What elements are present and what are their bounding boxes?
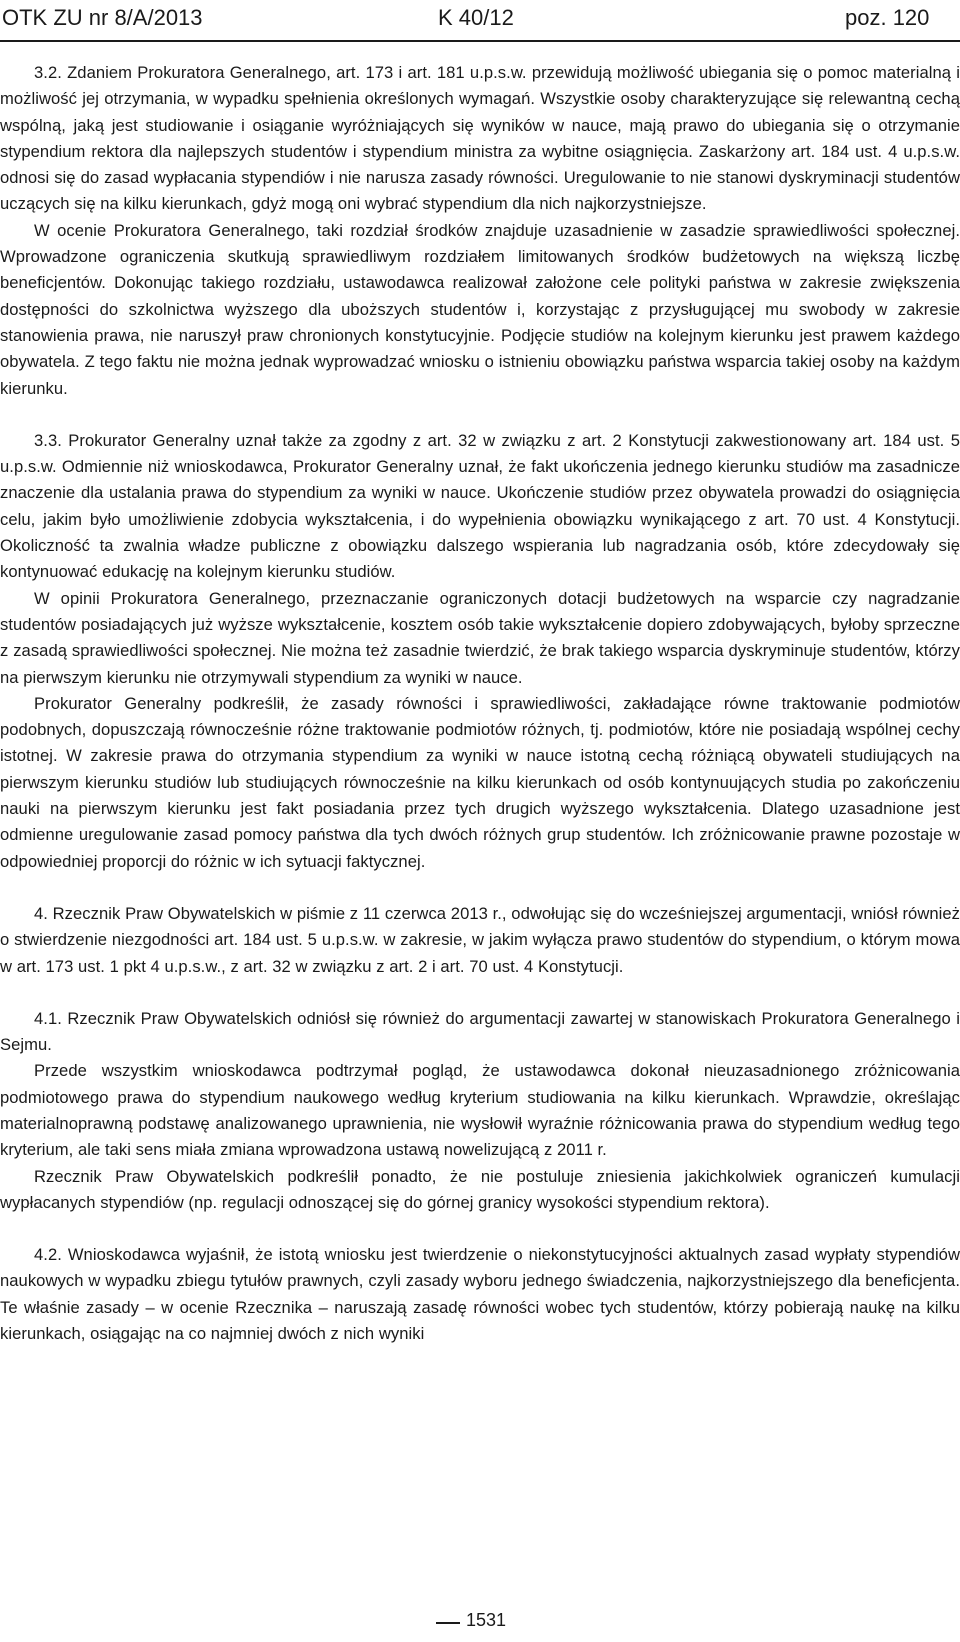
footer-dash <box>436 1622 460 1624</box>
position-number: poz. 120 <box>845 5 930 30</box>
header-rule <box>0 40 960 42</box>
document-body <box>0 60 960 1347</box>
paragraph: Rzecznik Praw Obywatelskich podkreślił ponadto, że nie postuluje zniesienia jakichkolwiek ograniczeń kumulacji wypłacanych stypendiów (np. regulacji odnoszącej się do górnej granicy wysokości stypendium rektora). <box>0 1166 960 1212</box>
paragraph-4: 4. Rzecznik Praw Obywatelskich w piśmie z 11 czerwca 2013 r., odwołując się do wcześniejszej argumentacji, wniósł również o stwierdzenie niezgodności art. 184 ust. 5 u.p.s.w. w zakresie, w jakim wyłącza prawo studentów do stypendium, o którym mowa w art. 173 ust. 1 pkt 4 u.p.s.w., z art. 32 w związku z art. 2 i art. 70 ust. 4 Konstytucji. <box>0 903 960 976</box>
page-header <box>0 0 960 44</box>
paragraph: Przede wszystkim wnioskodawca podtrzymał pogląd, że ustawodawca dokonał nieuzasadnionego zróżnicowania podmiotowego prawa do stypendium naukowego według kryterium studiowania na kilku kierunkach. Wprawdzie, określając materialnoprawną podstawę analizowanego uprawnienia, nie wysłowił wyraźnie różnicowania prawa do stypendium według tego kryterium, ale taki sens miała zmiana wprowadzona ustawą nowelizującą z 2011 r. <box>0 1061 960 1160</box>
paragraph-3-2: 3.2. Zdaniem Prokuratora Generalnego, art. 173 i art. 181 u.p.s.w. przewidują możliwość ubiegania się o pomoc materialną i możliwość jej otrzymania, w wypadku spełnienia określonych wymagań. Wszystkie osoby charakteryzujące się relewantną cechą wspólną, jaką jest studiowanie i osiąganie wyróżniających się wyników w nauce, mają prawo do ubiegania się o otrzymanie stypendium rektora dla najlepszych studentów i stypendium ministra za wybitne osiągnięcia. Zaskarżony art. 184 ust. 4 u.p.s.w. odnosi się do zasad wypłacania stypendiów i nie narusza zasady równości. Uregulowanie to nie stanowi dyskryminacji studentów uczących się na kilku kierunkach, gdyż mogą oni wybrać stypendium dla nich najkorzystniejsze. <box>0 63 960 214</box>
paragraph-3-3: 3.3. Prokurator Generalny uznał także za zgodny z art. 32 w związku z art. 2 Konstytucji zakwestionowany art. 184 ust. 5 u.p.s.w. Odmiennie niż wnioskodawca, Prokurator Generalny uznał, że fakt ukończenia jednego kierunku studiów ma zasadnicze znaczenie dla ustalania prawa do stypendium za wyniki w nauce. Ukończenie studiów przez obywatela prowadzi do osiągnięcia celu, jakim było umożliwienie zdobycia wykształcenia, i do wypełnienia obowiązku wynikającego z art. 70 ust. 4 Konstytucji. Okoliczność ta zwalnia władze publiczne z obowiązku dalszego wspierania lub nagradzania osób, które zdecydowały się kontynuować edukację na kolejnym kierunku studiów. <box>0 430 960 582</box>
journal-reference: OTK ZU nr 8/A/2013 <box>2 5 203 30</box>
page-number: 1531 <box>466 1610 507 1630</box>
case-signature: K 40/12 <box>438 5 514 30</box>
paragraph: W ocenie Prokuratora Generalnego, taki rozdział środków znajduje uzasadnienie w zasadzie sprawiedliwości społecznej. Wprowadzone ograniczenia skutkują sprawiedliwym rozdziałem limitowanych środków budżetowych na większą liczbę beneficjentów. Dokonując takiego rozdziału, ustawodawca realizował założone cele polityki państwa w zakresie zwiększenia dostępności do szkolnictwa wyższego dla uboższych studentów i, korzystając z przysługującej mu swobody w zakresie stanowienia prawa, nie naruszył praw chronionych konstytucyjnie. Podjęcie studiów na kolejnym kierunku jest prawem każdego obywatela. Z tego faktu nie można jednak wyprowadzać wniosku o istnieniu obowiązku państwa wsparcia takiej osoby na każdym kierunku. <box>0 220 960 398</box>
paragraph: Prokurator Generalny podkreślił, że zasady równości i sprawiedliwości, zakładające równe traktowanie podmiotów podobnych, dopuszczają równocześnie różne traktowanie podmiotów różnych, tj. podmiotów, które nie posiadają wspólnej cechy istotnej. W zakresie prawa do otrzymania stypendium za wyniki w nauce istotną cechą różniącą obywateli studiujących na pierwszym kierunku studiów lub studiujących równocześnie na kilku kierunkach od osób kontynuujących studia po zakończeniu nauki na pierwszym kierunku jest fakt posiadania przez tych drugich wyższego wykształcenia. Dlatego uzasadnione jest odmienne uregulowanie zasad pomocy państwa dla tych dwóch różnych grup studentów. Ich zróżnicowanie prawne pozostaje w odpowiedniej proporcji do różnic w ich sytuacji faktycznej. <box>0 693 960 871</box>
paragraph: W opinii Prokuratora Generalnego, przeznaczanie ograniczonych dotacji budżetowych na wsparcie czy nagradzanie studentów posiadających już wyższe wykształcenie, kosztem osób takie wykształcenie dopiero zdobywających, byłoby sprzeczne z zasadą sprawiedliwości społecznej. Nie można też zasadnie twierdzić, że brak takiego wsparcia dyskryminuje studentów, którzy na pierwszym kierunku nie otrzymywali stypendium za wyniki w nauce. <box>0 588 960 687</box>
paragraph-4-2: 4.2. Wnioskodawca wyjaśnił, że istotą wniosku jest twierdzenie o niekonstytucyjności aktualnych zasad wypłaty stypendiów naukowych w wypadku zbiegu tytułów prawnych, czyli zasady wyboru jednego świadczenia, najkorzystniejszego dla beneficjenta. Te właśnie zasady – w ocenie Rzecznika – naruszają zasadę równości wobec tych studentów, którzy pobierają naukę na kilku kierunkach, osiągając na co najmniej dwóch z nich wyniki <box>0 1245 960 1344</box>
paragraph-4-1: 4.1. Rzecznik Praw Obywatelskich odniósł się również do argumentacji zawartej w stanowiskach Prokuratora Generalnego i Sejmu. <box>0 1008 960 1055</box>
